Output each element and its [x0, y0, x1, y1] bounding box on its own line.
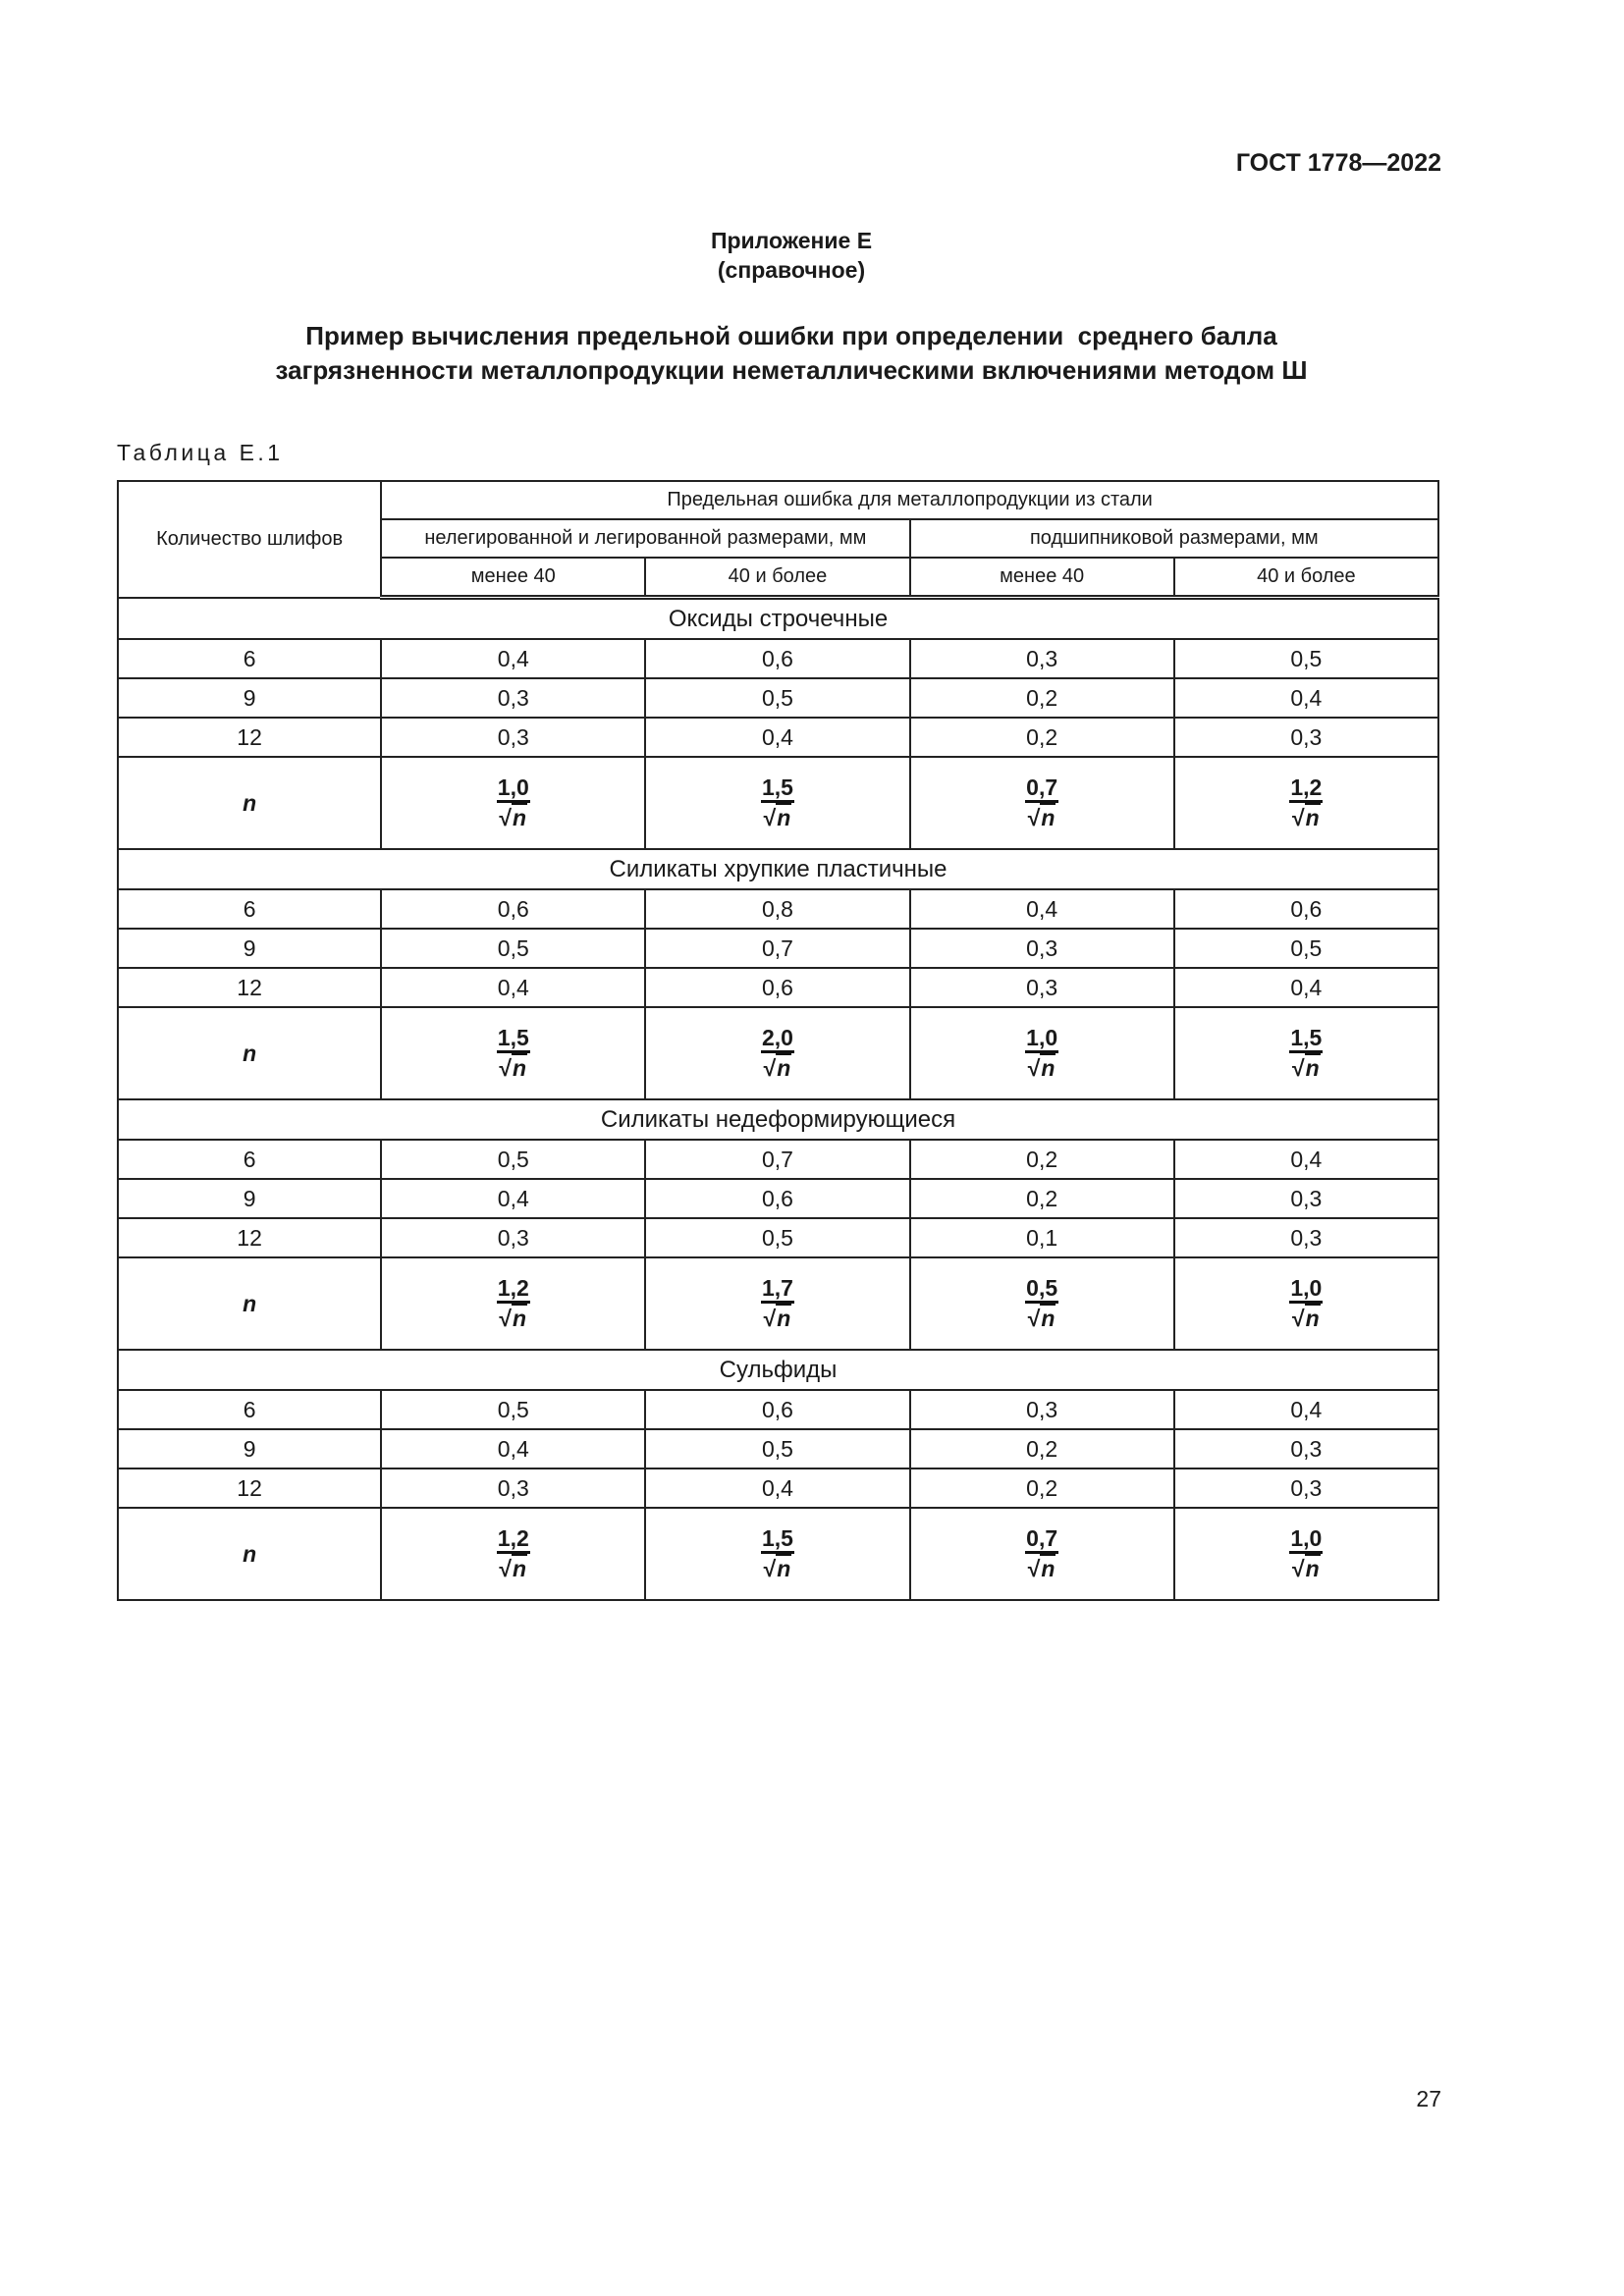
square-root-icon: √ — [499, 1054, 513, 1081]
value-cell: 0,2 — [910, 1468, 1174, 1508]
fraction-numerator: 1,7 — [761, 1275, 794, 1304]
square-root-icon: √ — [1292, 804, 1305, 830]
square-root-icon: √ — [1027, 804, 1041, 830]
formula-cell — [381, 1007, 645, 1099]
value-cell: 0,4 — [381, 639, 645, 678]
table-caption: Таблица Е.1 — [117, 440, 284, 465]
fraction-variable: n — [513, 1305, 527, 1331]
fraction — [761, 1275, 794, 1333]
fraction-denominator — [1292, 1304, 1321, 1333]
fraction-denominator — [1292, 1053, 1321, 1083]
value-cell: 0,3 — [1174, 1179, 1438, 1218]
value-cell: 0,4 — [910, 889, 1174, 929]
fraction-denominator — [1292, 803, 1321, 832]
fraction-numerator: 1,0 — [1289, 1275, 1323, 1304]
value-cell: 0,5 — [381, 929, 645, 968]
count-cell: 12 — [118, 718, 381, 757]
fraction-denominator — [764, 1554, 792, 1583]
formula-cell — [381, 1257, 645, 1350]
fraction-denominator — [499, 1554, 527, 1583]
value-cell: 0,3 — [910, 929, 1174, 968]
table-row — [118, 678, 1438, 718]
count-cell: 6 — [118, 1140, 381, 1179]
formula-row — [118, 1257, 1438, 1350]
square-root-icon: √ — [1292, 1305, 1305, 1331]
fraction-numerator: 1,2 — [1289, 774, 1323, 803]
square-root-icon: √ — [499, 1555, 513, 1581]
header-sub-1: менее 40 — [381, 558, 645, 598]
formula-cell — [910, 1007, 1174, 1099]
appendix-subtitle: (справочное) — [717, 257, 866, 283]
fraction-variable: n — [1305, 1054, 1320, 1081]
header-sub-3: менее 40 — [910, 558, 1174, 598]
fraction-numerator: 1,2 — [497, 1525, 530, 1554]
value-cell: 0,2 — [910, 1429, 1174, 1468]
fraction — [761, 1525, 794, 1583]
value-cell: 0,2 — [910, 718, 1174, 757]
count-cell: 6 — [118, 889, 381, 929]
value-cell: 0,3 — [1174, 1218, 1438, 1257]
count-cell-n: n — [118, 1257, 381, 1350]
count-cell-n: n — [118, 1508, 381, 1600]
table-row — [118, 1140, 1438, 1179]
table-row — [118, 718, 1438, 757]
value-cell: 0,6 — [645, 1390, 909, 1429]
fraction-numerator: 0,7 — [1025, 774, 1058, 803]
count-cell: 9 — [118, 678, 381, 718]
count-cell: 12 — [118, 1468, 381, 1508]
formula-cell — [381, 1508, 645, 1600]
fraction-denominator — [1028, 1053, 1056, 1083]
formula-row — [118, 1508, 1438, 1600]
count-cell: 9 — [118, 1179, 381, 1218]
value-cell: 0,4 — [381, 968, 645, 1007]
section-title: Силикаты хрупкие пластичные — [118, 849, 1438, 889]
fraction — [761, 1025, 794, 1083]
value-cell: 0,4 — [381, 1429, 645, 1468]
value-cell: 0,5 — [1174, 639, 1438, 678]
table-row — [118, 889, 1438, 929]
value-cell: 0,4 — [1174, 968, 1438, 1007]
fraction-denominator — [1028, 1304, 1056, 1333]
fraction-variable: n — [513, 1555, 527, 1581]
value-cell: 0,8 — [645, 889, 909, 929]
fraction-variable: n — [777, 1305, 791, 1331]
value-cell: 0,6 — [645, 639, 909, 678]
value-cell: 0,5 — [381, 1140, 645, 1179]
value-cell: 0,3 — [910, 639, 1174, 678]
fraction-denominator — [764, 1304, 792, 1333]
square-root-icon: √ — [763, 1054, 777, 1081]
fraction-numerator: 1,0 — [1025, 1025, 1058, 1053]
value-cell: 0,5 — [645, 1218, 909, 1257]
formula-cell — [1174, 1508, 1438, 1600]
formula-cell — [910, 757, 1174, 849]
value-cell: 0,2 — [910, 1140, 1174, 1179]
count-cell: 6 — [118, 1390, 381, 1429]
fraction-denominator — [1292, 1554, 1321, 1583]
value-cell: 0,4 — [381, 1179, 645, 1218]
value-cell: 0,5 — [381, 1390, 645, 1429]
formula-row — [118, 757, 1438, 849]
fraction-numerator: 0,7 — [1025, 1525, 1058, 1554]
fraction — [497, 1025, 530, 1083]
table-row — [118, 639, 1438, 678]
appendix-title: Приложение Е — [710, 228, 873, 253]
formula-cell — [645, 757, 909, 849]
formula-cell — [1174, 1257, 1438, 1350]
section-row — [118, 849, 1438, 889]
value-cell: 0,3 — [1174, 1468, 1438, 1508]
header-group-bearing: подшипниковой размерами, мм — [910, 519, 1438, 558]
fraction — [1289, 1025, 1323, 1083]
value-cell: 0,3 — [381, 718, 645, 757]
fraction-denominator — [764, 803, 792, 832]
fraction-variable: n — [777, 804, 791, 830]
document-number: ГОСТ 1778—2022 — [1235, 149, 1441, 177]
value-cell: 0,4 — [1174, 1390, 1438, 1429]
value-cell: 0,3 — [381, 678, 645, 718]
fraction-variable: n — [1041, 1305, 1056, 1331]
section-title: Оксиды строчечные — [118, 598, 1438, 640]
value-cell: 0,4 — [645, 718, 909, 757]
count-cell: 12 — [118, 968, 381, 1007]
value-cell: 0,7 — [645, 1140, 909, 1179]
fraction — [497, 1275, 530, 1333]
table-row — [118, 1218, 1438, 1257]
page-number: 27 — [1416, 2086, 1441, 2111]
value-cell: 0,3 — [1174, 718, 1438, 757]
formula-cell — [910, 1508, 1174, 1600]
value-cell: 0,6 — [1174, 889, 1438, 929]
count-cell-n: n — [118, 757, 381, 849]
fraction-variable: n — [1041, 1054, 1056, 1081]
fraction — [1025, 1525, 1058, 1583]
section-row — [118, 1099, 1438, 1140]
fraction-numerator: 1,0 — [497, 774, 530, 803]
appendix-heading — [0, 226, 1583, 285]
fraction-denominator — [499, 1304, 527, 1333]
fraction-variable: n — [777, 1555, 791, 1581]
section-row — [118, 1350, 1438, 1390]
section-title: Силикаты недеформирующиеся — [118, 1099, 1438, 1140]
square-root-icon: √ — [1027, 1305, 1041, 1331]
fraction — [1289, 1525, 1323, 1583]
value-cell: 0,5 — [645, 1429, 909, 1468]
fraction-variable: n — [513, 1054, 527, 1081]
error-table — [117, 480, 1439, 1601]
fraction-variable: n — [513, 804, 527, 830]
fraction-numerator: 1,0 — [1289, 1525, 1323, 1554]
value-cell: 0,2 — [910, 678, 1174, 718]
table-row — [118, 929, 1438, 968]
value-cell: 0,6 — [645, 968, 909, 1007]
section-title: Сульфиды — [118, 1350, 1438, 1390]
value-cell: 0,4 — [645, 1468, 909, 1508]
value-cell: 0,4 — [1174, 1140, 1438, 1179]
value-cell: 0,7 — [645, 929, 909, 968]
formula-cell — [645, 1257, 909, 1350]
formula-cell — [1174, 1007, 1438, 1099]
count-cell: 6 — [118, 639, 381, 678]
count-cell: 12 — [118, 1218, 381, 1257]
header-group-unalloyed: нелегированной и легированной размерами, мм — [381, 519, 909, 558]
fraction-denominator — [499, 803, 527, 832]
fraction-numerator: 1,5 — [761, 1525, 794, 1554]
square-root-icon: √ — [763, 804, 777, 830]
formula-cell — [910, 1257, 1174, 1350]
fraction-variable: n — [1041, 804, 1056, 830]
fraction-numerator: 1,2 — [497, 1275, 530, 1304]
fraction — [1289, 1275, 1323, 1333]
value-cell: 0,6 — [381, 889, 645, 929]
value-cell: 0,3 — [910, 1390, 1174, 1429]
fraction — [497, 774, 530, 832]
formula-cell — [645, 1007, 909, 1099]
fraction-denominator — [764, 1053, 792, 1083]
header-sub-4: 40 и более — [1174, 558, 1438, 598]
value-cell: 0,6 — [645, 1179, 909, 1218]
header-count: Количество шлифов — [118, 481, 381, 598]
count-cell-n: n — [118, 1007, 381, 1099]
value-cell: 0,5 — [645, 678, 909, 718]
table-row — [118, 1179, 1438, 1218]
header-error: Предельная ошибка для металлопродукции из стали — [381, 481, 1438, 519]
fraction — [761, 774, 794, 832]
fraction-numerator: 0,5 — [1025, 1275, 1058, 1304]
fraction-denominator — [1028, 803, 1056, 832]
table-row — [118, 1429, 1438, 1468]
fraction-denominator — [1028, 1554, 1056, 1583]
fraction — [1289, 774, 1323, 832]
fraction-variable: n — [1305, 1305, 1320, 1331]
formula-cell — [645, 1508, 909, 1600]
value-cell: 0,5 — [1174, 929, 1438, 968]
fraction — [1025, 774, 1058, 832]
table-row — [118, 968, 1438, 1007]
fraction-numerator: 1,5 — [497, 1025, 530, 1053]
value-cell: 0,3 — [381, 1218, 645, 1257]
square-root-icon: √ — [763, 1555, 777, 1581]
main-title — [0, 319, 1583, 388]
fraction-variable: n — [1305, 804, 1320, 830]
value-cell: 0,4 — [1174, 678, 1438, 718]
count-cell: 9 — [118, 929, 381, 968]
square-root-icon: √ — [1292, 1555, 1305, 1581]
fraction-numerator: 1,5 — [761, 774, 794, 803]
fraction-numerator: 2,0 — [761, 1025, 794, 1053]
fraction — [1025, 1025, 1058, 1083]
main-title-line-2: загрязненности металлопродукции неметаллическими включениями методом Ш — [275, 355, 1308, 385]
value-cell: 0,3 — [1174, 1429, 1438, 1468]
square-root-icon: √ — [1292, 1054, 1305, 1081]
square-root-icon: √ — [1027, 1054, 1041, 1081]
value-cell: 0,1 — [910, 1218, 1174, 1257]
header-sub-2: 40 и более — [645, 558, 909, 598]
formula-cell — [1174, 757, 1438, 849]
value-cell: 0,2 — [910, 1179, 1174, 1218]
formula-cell — [381, 757, 645, 849]
fraction — [1025, 1275, 1058, 1333]
square-root-icon: √ — [499, 1305, 513, 1331]
fraction-variable: n — [1305, 1555, 1320, 1581]
fraction — [497, 1525, 530, 1583]
fraction-denominator — [499, 1053, 527, 1083]
value-cell: 0,3 — [910, 968, 1174, 1007]
value-cell: 0,3 — [381, 1468, 645, 1508]
fraction-variable: n — [777, 1054, 791, 1081]
main-title-line-1: Пример вычисления предельной ошибки при определении среднего балла — [305, 321, 1277, 350]
section-row — [118, 598, 1438, 640]
fraction-variable: n — [1041, 1555, 1056, 1581]
square-root-icon: √ — [763, 1305, 777, 1331]
formula-row — [118, 1007, 1438, 1099]
square-root-icon: √ — [1027, 1555, 1041, 1581]
table-body — [118, 598, 1438, 1601]
table-row — [118, 1390, 1438, 1429]
table-row — [118, 1468, 1438, 1508]
fraction-numerator: 1,5 — [1289, 1025, 1323, 1053]
count-cell: 9 — [118, 1429, 381, 1468]
square-root-icon: √ — [499, 804, 513, 830]
